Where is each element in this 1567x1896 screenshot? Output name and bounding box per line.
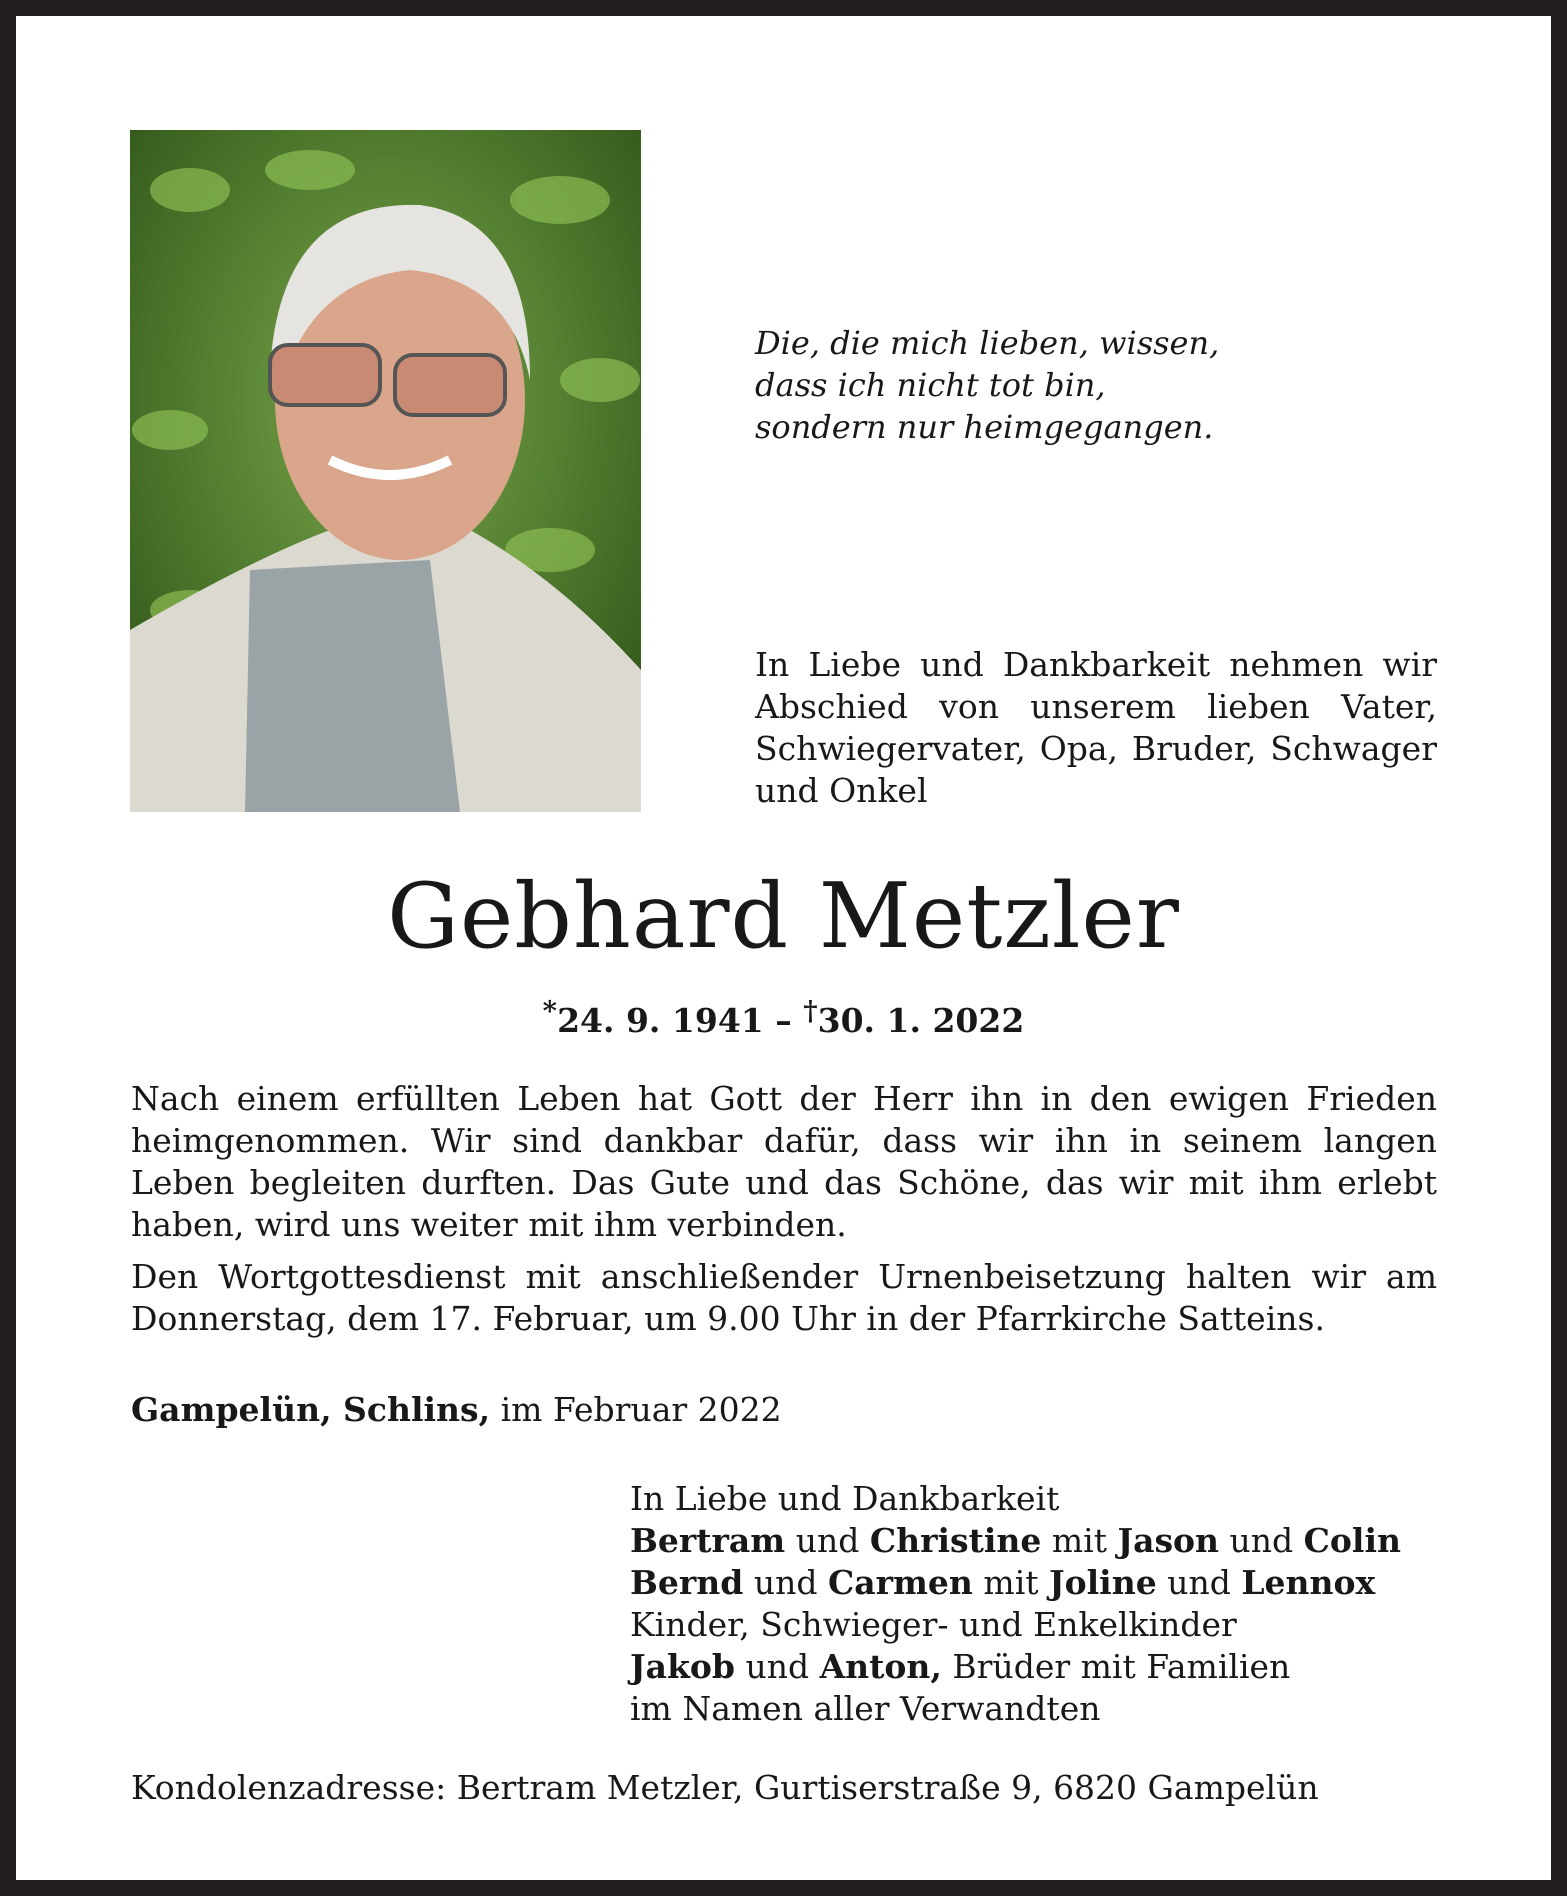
family-name: Anton, [819,1647,942,1686]
family-name: Bernd [630,1563,744,1602]
conj: und [734,1647,820,1686]
sig-line [630,1646,1401,1688]
poem-quote [755,322,1219,448]
conj: und [785,1521,870,1560]
birth-symbol: * [542,995,558,1027]
portrait-photo [130,130,641,812]
sig-line [630,1520,1401,1562]
intro-text: In Liebe und Dankbarkeit nehmen wir Abschied von unserem lieben Vater, Schwiegervater, Opa, Bruder, Schwager und Onkel [755,645,1437,810]
sig-line: Kinder, Schwieger- und Enkelkinder [630,1605,1237,1644]
family-name: Bertram [630,1521,786,1560]
family-name: Joline [1049,1563,1157,1602]
family-name: Colin [1303,1521,1401,1560]
death-symbol: † [803,995,818,1027]
signature-block [630,1478,1401,1730]
family-name: Carmen [827,1563,973,1602]
family-name: Lennox [1241,1563,1376,1602]
poem-line: dass ich nicht tot bin, [755,366,1106,404]
body-paragraph: Nach einem erfüllten Leben hat Gott der Herr ihn in den ewigen Frieden heimgenommen. Wir sind dankbar dafür, dass wir ihn in seinem langen Leben begleiten durften. Das Gute und das Schöne, das wir mit ihm erlebt haben, wird uns weiter mit ihm verbinden. [131,1079,1437,1244]
family-name: Jason [1117,1521,1220,1560]
sig-line [630,1562,1401,1604]
condolence-address: Kondolenzadresse: Bertram Metzler, Gurtiserstraße 9, 6820 Gampelün [131,1768,1319,1807]
conj: und [1156,1563,1242,1602]
body-text [131,1078,1437,1350]
conj: und [1219,1521,1304,1560]
deceased-name: Gebhard Metzler [387,864,1180,969]
conj: mit [1041,1521,1118,1560]
birth-date: 24. 9. 1941 [557,1001,764,1040]
body-paragraph: Den Wortgottesdienst mit anschließender Urnenbeisetzung halten wir am Donnerstag, dem 17. Februar, um 9.00 Uhr in der Pfarrkirche Satteins. [131,1257,1437,1338]
death-date: 30. 1. 2022 [817,1001,1025,1040]
sig-line: im Namen aller Verwandten [630,1689,1101,1728]
place-date [131,1390,782,1429]
conj: mit [972,1563,1050,1602]
conj: und [743,1563,828,1602]
place-date-rest: im Februar 2022 [490,1390,782,1429]
poem-line: Die, die mich lieben, wissen, [755,324,1220,362]
life-dates [0,995,1567,1040]
place-names: Gampelün, Schlins, [131,1390,491,1429]
sig-text: Brüder mit Familien [941,1647,1291,1686]
poem-line: sondern nur heimgegangen. [755,408,1214,446]
family-name: Christine [869,1521,1042,1560]
family-name: Jakob [630,1647,735,1686]
date-separator: – [763,1001,804,1040]
sig-line: In Liebe und Dankbarkeit [630,1479,1060,1518]
